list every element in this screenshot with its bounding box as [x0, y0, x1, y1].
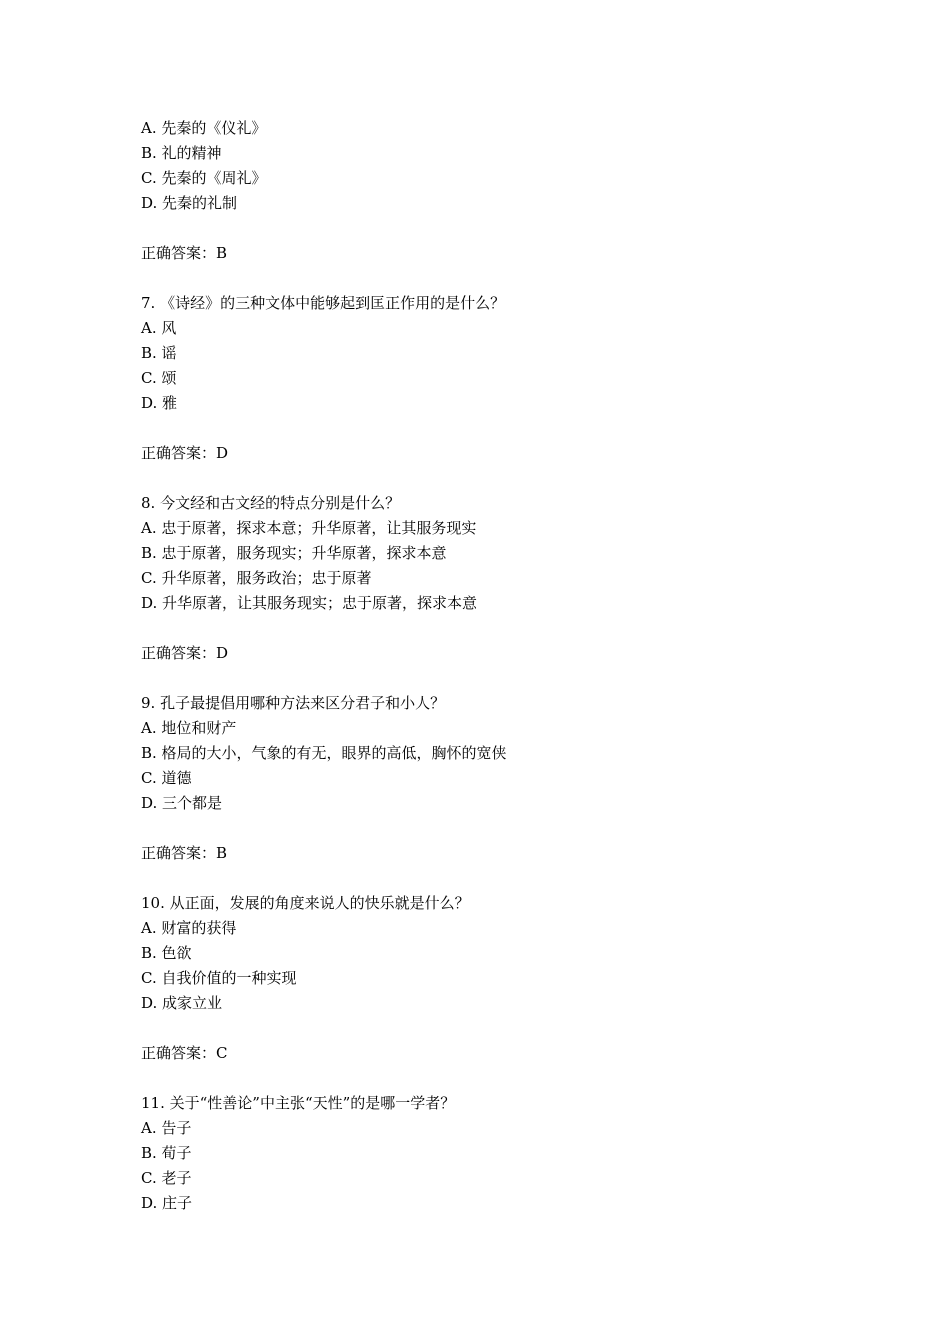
correct-answer: 正确答案：D: [141, 644, 229, 662]
option-d: D. 升华原著，让其服务现实；忠于原著，探求本意: [141, 594, 478, 612]
option-b: B. 荀子: [141, 1144, 192, 1162]
question-text: 7. 《诗经》的三种文体中能够起到匡正作用的是什么？: [141, 294, 506, 312]
document-page: [141, 116, 841, 1216]
option-c: C. 老子: [141, 1169, 192, 1187]
spacer: [141, 216, 841, 241]
question-text: 10. 从正面，发展的角度来说人的快乐就是什么？: [141, 894, 470, 912]
option-b: B. 色欲: [141, 944, 192, 962]
option-d: D. 庄子: [141, 1194, 193, 1212]
correct-answer: 正确答案：C: [141, 1044, 228, 1062]
correct-answer: 正确答案：D: [141, 444, 229, 462]
question-11: [141, 1091, 841, 1216]
spacer: [141, 416, 841, 441]
option-d: D. 成家立业: [141, 994, 223, 1012]
option-c: C. 自我价值的一种实现: [141, 969, 297, 987]
option-a: A. 风: [141, 319, 177, 337]
question-text: 9. 孔子最提倡用哪种方法来区分君子和小人？: [141, 694, 446, 712]
option-b: B. 格局的大小，气象的有无，眼界的高低，胸怀的宽侠: [141, 744, 507, 762]
correct-answer: 正确答案：B: [141, 844, 228, 862]
spacer: [141, 266, 841, 291]
option-b: B. 谣: [141, 344, 177, 362]
question-9: [141, 691, 841, 891]
spacer: [141, 816, 841, 841]
option-d: D. 先秦的礼制: [141, 194, 238, 212]
question-8: [141, 491, 841, 691]
option-b: B. 礼的精神: [141, 144, 222, 162]
spacer: [141, 666, 841, 691]
option-a: A. 先秦的《仪礼》: [141, 119, 267, 137]
option-a: A. 忠于原著，探求本意；升华原著，让其服务现实: [141, 519, 477, 537]
option-a: A. 告子: [141, 1119, 192, 1137]
spacer: [141, 466, 841, 491]
option-c: C. 先秦的《周礼》: [141, 169, 267, 187]
spacer: [141, 1066, 841, 1091]
option-d: D. 三个都是: [141, 794, 223, 812]
question-6-continued: [141, 116, 841, 291]
option-a: A. 财富的获得: [141, 919, 237, 937]
option-a: A. 地位和财产: [141, 719, 237, 737]
question-10: [141, 891, 841, 1091]
option-c: C. 道德: [141, 769, 192, 787]
question-text: 11. 关于“性善论”中主张“天性”的是哪一学者？: [141, 1094, 456, 1112]
option-b: B. 忠于原著，服务现实；升华原著，探求本意: [141, 544, 447, 562]
spacer: [141, 616, 841, 641]
option-d: D. 雅: [141, 394, 178, 412]
correct-answer: 正确答案：B: [141, 244, 228, 262]
question-7: [141, 291, 841, 491]
question-text: 8. 今文经和古文经的特点分别是什么？: [141, 494, 401, 512]
option-c: C. 颂: [141, 369, 177, 387]
spacer: [141, 1016, 841, 1041]
spacer: [141, 866, 841, 891]
option-c: C. 升华原著，服务政治；忠于原著: [141, 569, 372, 587]
